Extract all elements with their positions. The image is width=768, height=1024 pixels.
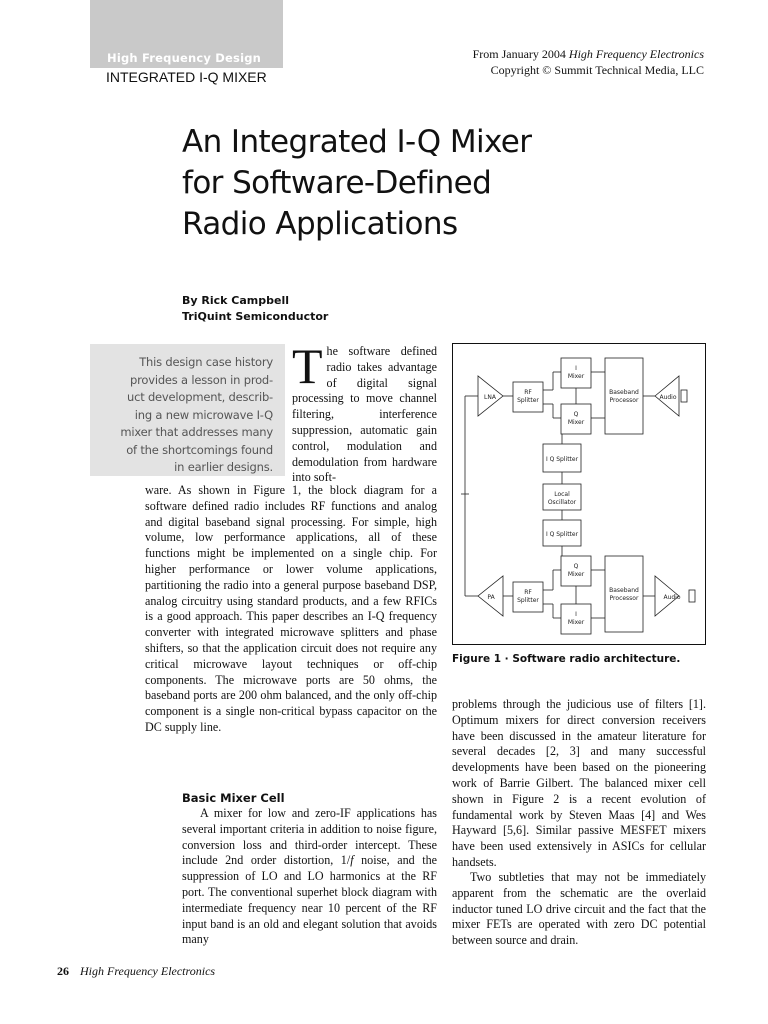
baseband-label: Baseband <box>609 389 639 396</box>
q-mixer-label: Q <box>573 563 579 570</box>
title-line: Radio Applications <box>182 206 458 242</box>
audio-label: Audio <box>659 394 677 401</box>
pull-quote-line: of the shortcomings found <box>126 442 273 457</box>
baseband-label: Baseband <box>609 587 639 594</box>
i-mixer-label: Mixer <box>567 619 585 626</box>
byline <box>182 293 328 325</box>
body-paragraph: Two subtleties that may not be immediately apparent from the schematic are the overlaid inductor tuned LO drive circuit and the fact that the mixer FETs are operated with zero DC potential between source and drain. <box>452 870 706 948</box>
speaker-cone-top <box>681 390 687 402</box>
i-mixer-label: Mixer <box>567 373 585 380</box>
footer-publication: High Frequency Electronics <box>80 964 216 978</box>
iq-splitter-label: I Q Splitter <box>545 531 579 538</box>
section-subtitle: INTEGRATED I-Q MIXER <box>106 69 267 85</box>
baseband-processor-top <box>605 358 643 434</box>
author-name: By Rick Campbell <box>182 294 289 307</box>
pa-label: PA <box>487 594 495 601</box>
pull-quote-line: provides a lesson in prod- <box>130 372 273 387</box>
article-title <box>182 122 531 245</box>
pull-quote-line: uct development, describ- <box>126 390 273 404</box>
rf-splitter-label: Splitter <box>517 597 539 604</box>
source-publication: High Frequency Electronics <box>568 47 704 61</box>
rf-splitter-label: RF <box>524 589 532 596</box>
body-paragraph: problems through the judicious use of filters [1]. Optimum mixers for direct conversion receivers have been discussed in the amateur literature for several decades [2, 3] and many successful developments have been based on the pioneering work of Barrie Gilbert. The balanced mixer cell shown in Figure 2 is a recent evolution of fundamental work by Steven Maas [4] and Wes Hayward [5,6]. Similar passive MESFET mixers have been used extensively in ASICs for cellular handsets. <box>452 697 706 869</box>
intro-paragraph <box>292 338 437 486</box>
source-note <box>473 46 704 78</box>
iq-splitter-label: I Q Splitter <box>545 456 579 463</box>
lna-label: LNA <box>484 394 496 401</box>
baseband-processor-bottom <box>605 556 643 632</box>
baseband-label: Processor <box>609 397 639 404</box>
page-number: 26 <box>57 964 69 978</box>
pull-quote-line: in earlier designs. <box>174 460 273 474</box>
body-paragraph <box>182 806 437 948</box>
q-mixer-label: Mixer <box>567 419 585 426</box>
copyright-line: Copyright © Summit Technical Media, LLC <box>490 63 704 77</box>
block-diagram <box>453 344 705 644</box>
section-heading: Basic Mixer Cell <box>182 791 285 805</box>
rf-splitter-label: RF <box>524 389 532 396</box>
mic-element-bottom <box>689 590 695 602</box>
author-affiliation: TriQuint Semiconductor <box>182 310 329 323</box>
q-mixer-label: Mixer <box>567 571 585 578</box>
i-mixer-label: I <box>575 365 577 372</box>
body-text-italic: f <box>350 853 354 868</box>
rf-splitter-label: Splitter <box>517 397 539 404</box>
page-footer <box>57 964 215 979</box>
drop-cap: T <box>292 338 323 394</box>
pull-quote-line: This design case history <box>139 355 273 369</box>
intro-text-start: he software defined radio takes advantage of digital signal processing to move channel filtering, interference suppression, automatic gain control, modulation and demodulation from hardware into soft- <box>292 344 437 485</box>
section-name: High Frequency Design <box>107 51 262 65</box>
body-text: A mixer for low and zero-IF applications has several important criteria in addition to noise figure, conversion loss and third-order intercept. These include 2nd order distortion, 1/ <box>182 806 437 868</box>
title-line: An Integrated I-Q Mixer <box>182 124 532 160</box>
local-osc-label: Oscillator <box>547 499 577 506</box>
q-mixer-label: Q <box>573 411 579 418</box>
i-mixer-label: I <box>575 611 577 618</box>
pull-quote <box>90 344 285 476</box>
figure-1 <box>452 343 706 645</box>
title-line: for Software-Defined <box>182 165 492 201</box>
audio-label: Audio <box>663 594 681 601</box>
source-prefix: From January 2004 <box>472 47 569 61</box>
pull-quote-line: mixer that addresses many <box>120 425 273 439</box>
intro-text-continued: ware. As shown in Figure 1, the block diagram for a software defined radio includes RF functions and analog and digital baseband signal processing. For simple, high volume, low performance applications, all of these functions might be implemented on a single chip. For higher performance or lower volume applications, partitioning the radio into a general purpose baseband DSP, analog circuitry using standard products, and a few RFICs is a good approach. This paper describes an I-Q frequency converter with integrated microwave splitters and phase shifters, so that the application circuit does not require any critical microwave layout techniques or off-chip components. The microwave ports are 50 ohms, the baseband ports are 200 ohm balanced, and the only off-chip component is a single non-critical bypass capacitor on the DC supply line. <box>145 483 437 734</box>
body-text: noise, and the suppression of LO and LO harmonics at the RF port. The conventional superhet block diagram with intermediate frequency near 10 percent of the RF input band is an old and elegant solution that avoids many <box>182 853 438 947</box>
figure-caption: Figure 1 · Software radio architecture. <box>452 653 681 665</box>
baseband-label: Processor <box>609 595 639 602</box>
local-osc-label: Local <box>554 491 570 498</box>
pull-quote-line: ing a new microwave I-Q <box>134 407 273 422</box>
